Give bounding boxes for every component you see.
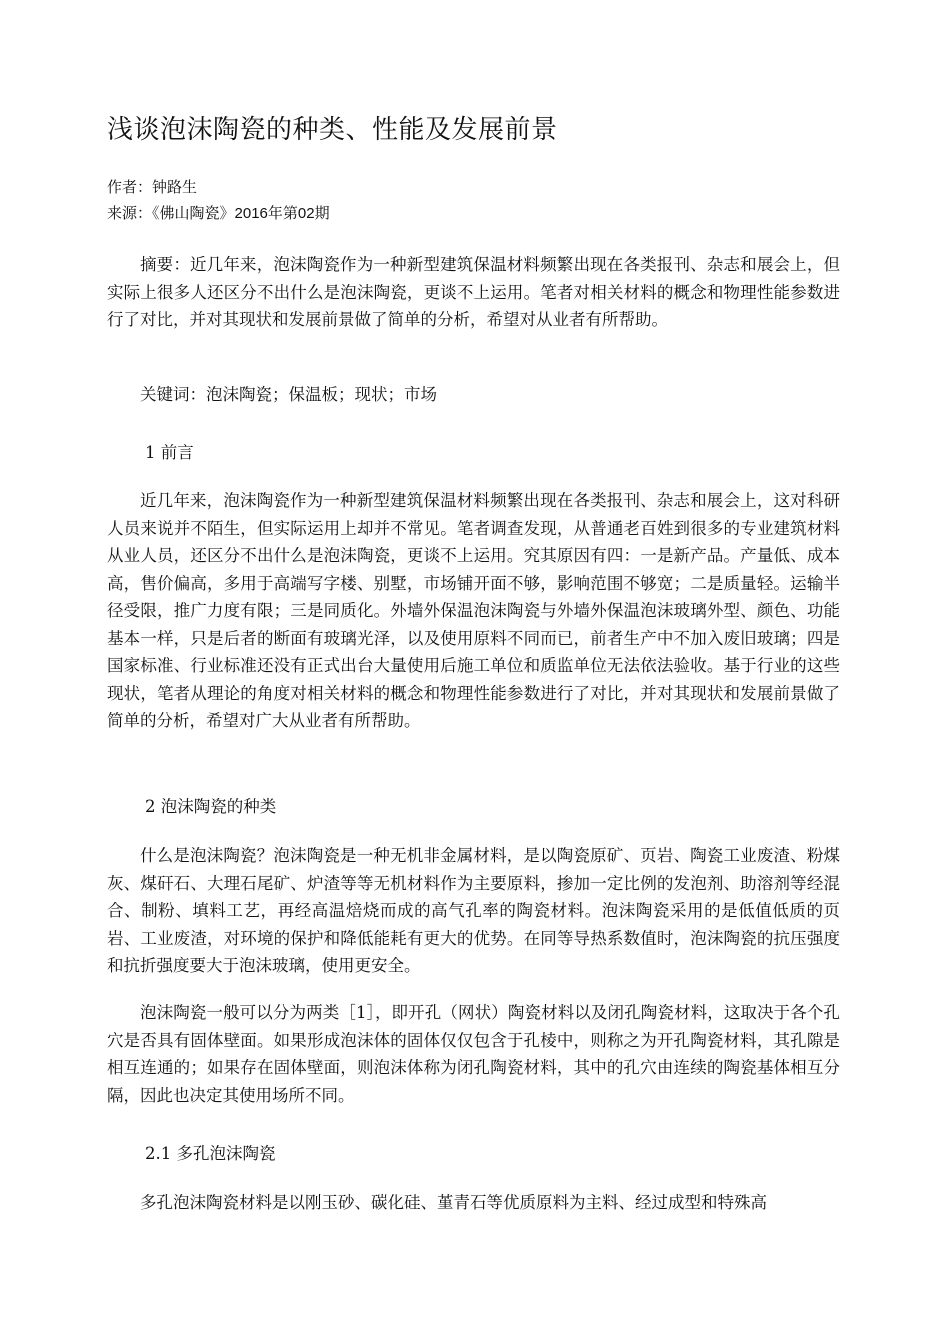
author-line [107, 175, 197, 199]
section-2-paragraph-2: 泡沫陶瓷一般可以分为两类［1］，即开孔（网状）陶瓷材料以及闭孔陶瓷材料，这取决于各个孔穴是否具有固体壁面。如果形成泡沫体的固体仅仅包含于孔棱中，则称之为开孔陶瓷材料，其孔隙是相互连通的；如果存在固体壁面，则泡沫体称为闭孔陶瓷材料，其中的孔穴由连续的陶瓷基体相互分隔，因此也决定其使用场所不同。 [107, 1003, 840, 1105]
section-heading-2-1: 2.1 多孔泡沫陶瓷 [145, 1144, 276, 1163]
section-2-paragraph-1: 什么是泡沫陶瓷？泡沫陶瓷是一种无机非金属材料，是以陶瓷原矿、页岩、陶瓷工业废渣、粉煤灰、煤矸石、大理石尾矿、炉渣等等无机材料作为主要原料，掺加一定比例的发泡剂、助溶剂等经混合、制粉、填料工艺，再经高温焙烧而成的高气孔率的陶瓷材料。泡沫陶瓷采用的是低值低质的页岩、工业废渣，对环境的保护和降低能耗有更大的优势。在同等导热系数值时，泡沫陶瓷的抗压强度和抗折强度要大于泡沫玻璃，使用更安全。 [107, 846, 840, 975]
author-name: 钟路生 [152, 178, 198, 196]
source-journal: 《佛山陶瓷》 [152, 204, 235, 222]
source-line [107, 201, 330, 226]
section-heading-1: 1 前言 [145, 443, 194, 462]
source-issue-suffix: 期 [314, 204, 330, 222]
section-heading-2: 2 泡沫陶瓷的种类 [145, 797, 277, 816]
source-label: 来源： [107, 204, 153, 222]
source-year-suffix: 年第 [267, 204, 298, 222]
abstract-paragraph: 摘要：近几年来，泡沫陶瓷作为一种新型建筑保温材料频繁出现在各类报刊、杂志和展会上，但实际上很多人还区分不出什么是泡沫陶瓷，更谈不上运用。笔者对相关材料的概念和物理性能参数进行了对比，并对其现状和发展前景做了简单的分析，希望对从业者有所帮助。 [107, 255, 840, 329]
section-1-paragraph: 近几年来，泡沫陶瓷作为一种新型建筑保温材料频繁出现在各类报刊、杂志和展会上，这对科研人员来说并不陌生，但实际运用上却并不常见。笔者调查发现，从普通老百姓到很多的专业建筑材料从业人员，还区分不出什么是泡沫陶瓷，更谈不上运用。究其原因有四：一是新产品。产量低、成本高，售价偏高，多用于高端写字楼、别墅，市场铺开面不够，影响范围不够宽；二是质量轻。运输半径受限，推广力度有限；三是同质化。外墙外保温泡沫陶瓷与外墙外保温泡沫玻璃外型、颜色、功能基本一样，只是后者的断面有玻璃光泽，以及使用原料不同而已，前者生产中不加入废旧玻璃；四是国家标准、行业标准还没有正式出台大量使用后施工单位和质监单位无法依法验收。基于行业的这些现状，笔者从理论的角度对相关材料的概念和物理性能参数进行了对比，并对其现状和发展前景做了简单的分析，希望对广大从业者有所帮助。 [107, 491, 840, 730]
author-label: 作者： [107, 178, 153, 196]
keywords-paragraph: 关键词：泡沫陶瓷；保温板；现状；市场 [140, 385, 437, 404]
section-2-1-paragraph: 多孔泡沫陶瓷材料是以刚玉砂、碳化硅、堇青石等优质原料为主料、经过成型和特殊高 [140, 1193, 767, 1212]
source-issue: 02 [297, 205, 315, 222]
article-title: 浅谈泡沫陶瓷的种类、性能及发展前景 [107, 115, 558, 145]
source-year: 2016 [234, 205, 268, 222]
